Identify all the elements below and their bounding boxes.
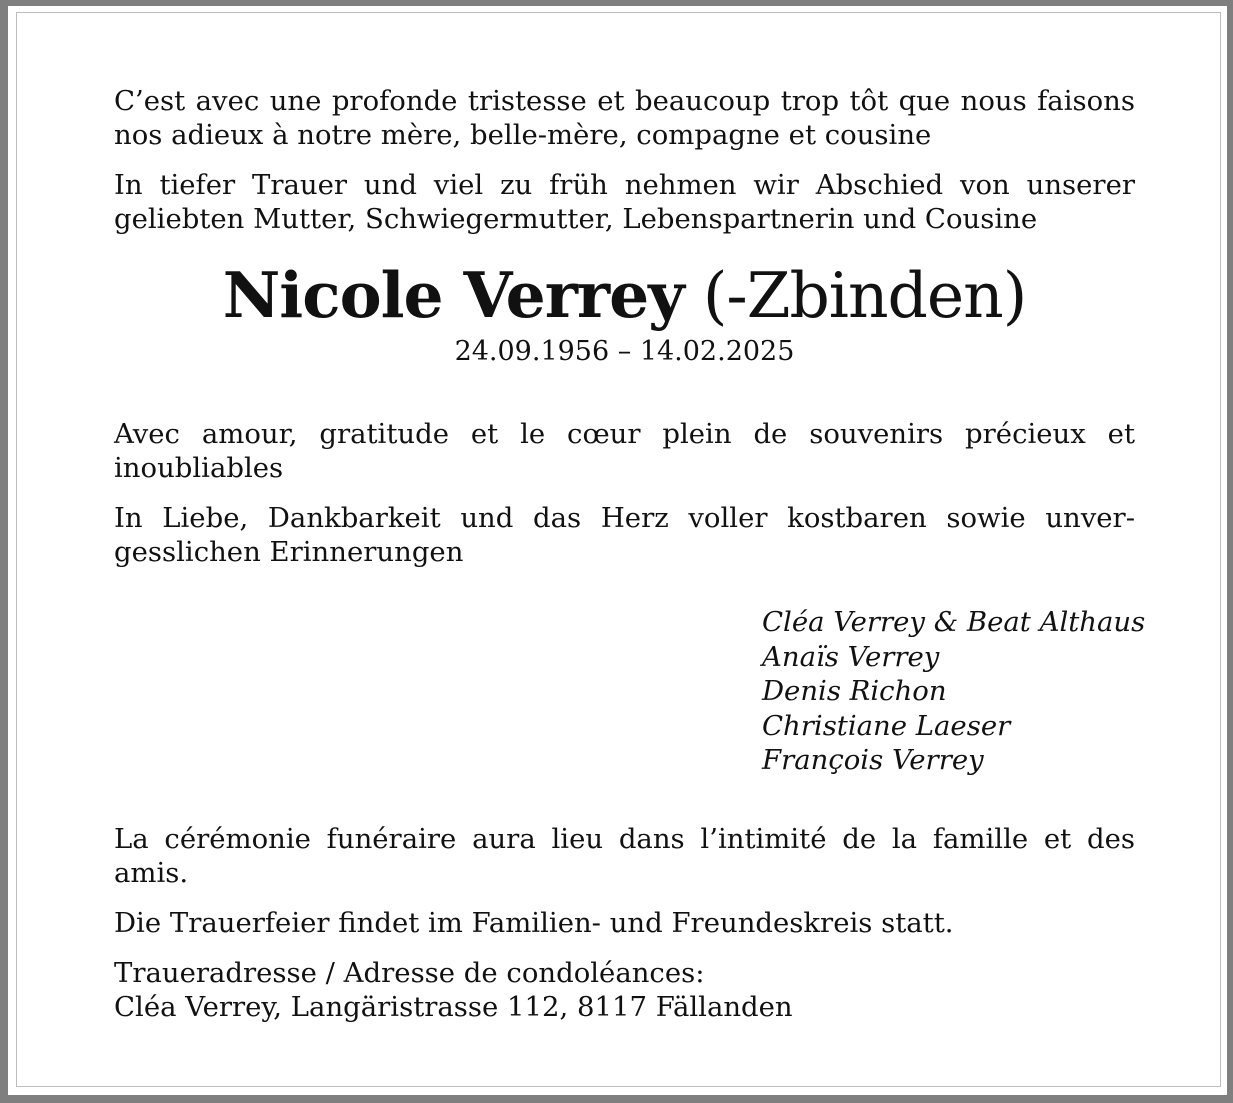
signer: Christiane Laeser [762, 709, 1011, 742]
condolence-address [114, 956, 1135, 1024]
address-label: Traueradresse / Adresse de condoléances: [114, 956, 705, 989]
signer: Cléa Verrey & Beat Althaus [762, 606, 1146, 638]
intro-german: In tiefer Trauer und viel zu früh nehmen wir Abschied von unserer geliebten Mutter, Schwiegermutter, Lebenspartnerin und Cousine [114, 169, 1135, 235]
signer: Denis Richon [762, 675, 947, 707]
life-dates: 24.09.1956 – 14.02.2025 [454, 336, 795, 367]
deceased-maiden-name: (-Zbinden) [702, 259, 1027, 332]
signer: Anaïs Verrey [762, 640, 940, 673]
ceremony-german: Die Trauerfeier findet im Familien- und Freundeskreis statt. [114, 906, 954, 939]
tribute-french: Avec amour, gratitude et le cœur plein de souvenirs précieux et inoubliables [114, 418, 1135, 484]
tribute-german: In Liebe, Dankbarkeit und das Herz voller kostbaren sowie unvergesslichen Erinnerungen [114, 502, 1135, 568]
deceased-name: Nicole Verrey [222, 258, 684, 332]
signer: François Verrey [762, 744, 984, 776]
intro-french: C’est avec une profonde tristesse et beaucoup trop tôt que nous faisons nos adieux à notre mère, belle-mère, compagne et cousine [114, 85, 1135, 151]
ceremony-french: La cérémonie funéraire aura lieu dans l’intimité de la famille et des amis. [114, 822, 1135, 889]
notice-content [114, 84, 1146, 1024]
deceased-name-heading [114, 258, 1135, 333]
address-line: Cléa Verrey, Langäristrasse 112, 8117 Fällanden [114, 990, 793, 1023]
signers-list [762, 605, 1146, 778]
